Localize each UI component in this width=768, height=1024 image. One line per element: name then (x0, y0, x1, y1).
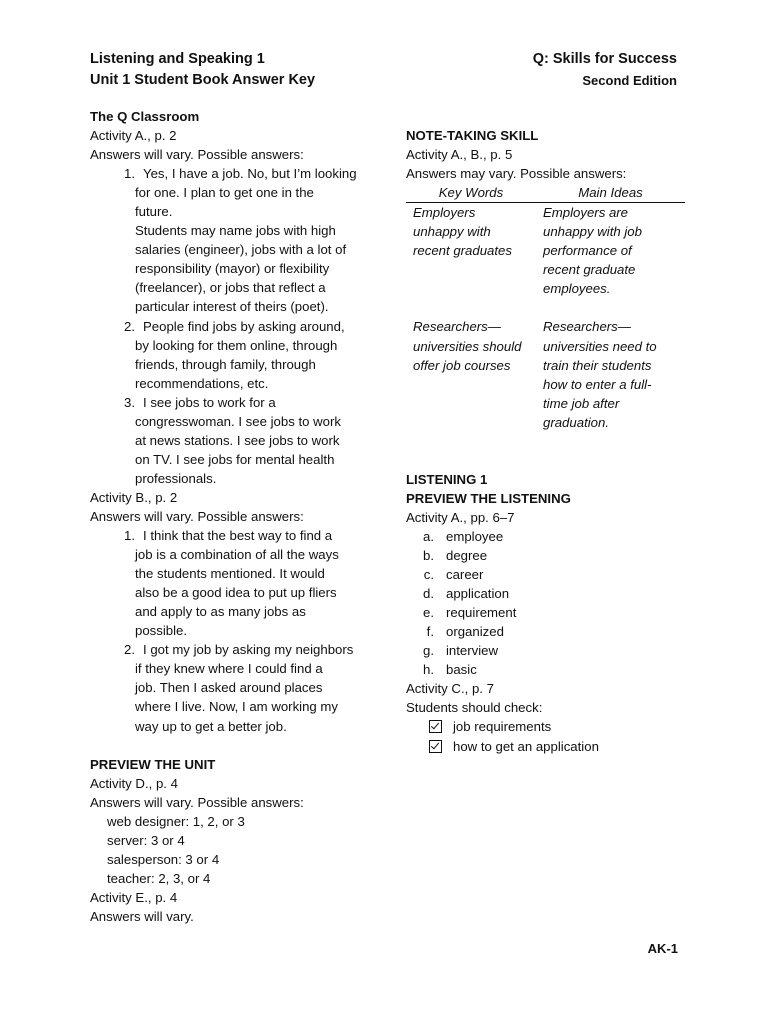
activity-label: Activity E., p. 4 (90, 889, 178, 905)
cell-line: universities need to (543, 338, 657, 354)
cell-line: time job after (543, 395, 620, 411)
item-letter: f. (426, 624, 434, 640)
item-text-continued: for one. I plan to get one in the (135, 185, 314, 201)
checked-item-text: job requirements (453, 719, 552, 735)
cell-line: graduation. (543, 414, 609, 430)
numbered-item (90, 640, 370, 659)
checkbox-checked-icon (429, 740, 442, 753)
lettered-item (406, 622, 686, 641)
item-text-continued: also be a good idea to put up fliers (135, 585, 337, 601)
section-heading: PREVIEW THE LISTENING (406, 490, 571, 506)
section-heading: LISTENING 1 (406, 471, 488, 487)
item-letter: g. (423, 643, 434, 659)
item-text-continued: salaries (engineer), jobs with a lot of (135, 242, 347, 258)
lettered-item (406, 641, 686, 660)
item-text: I got my job by asking my neighbors (143, 642, 354, 658)
item-number: 1. (124, 528, 135, 544)
lettered-item (406, 603, 686, 622)
spacer (90, 736, 370, 755)
numbered-item (90, 317, 370, 336)
item-text: Yes, I have a job. No, but I’m looking (143, 166, 357, 182)
item-text-continued: friends, through family, through (135, 356, 316, 372)
item-text-continued: (freelancer), or jobs that reflect a (135, 280, 326, 296)
main-ideas-cell (536, 298, 685, 431)
cell-line: Employers are (543, 205, 629, 221)
activity-label: Activity B., p. 2 (90, 489, 178, 505)
left-column (90, 107, 370, 926)
item-text-continued: if they knew where I could find a (135, 661, 323, 677)
numbered-item (90, 164, 370, 183)
item-text: degree (446, 548, 488, 564)
answer-item: salesperson: 3 or 4 (107, 851, 220, 867)
spacer (406, 451, 686, 470)
answer-item: teacher: 2, 3, or 4 (107, 870, 211, 886)
cell-line: unhappy with job (543, 224, 642, 240)
checked-item (406, 717, 686, 736)
item-text: People find jobs by asking around, (143, 318, 345, 334)
page-number: AK-1 (647, 941, 678, 956)
item-text-continued: job is a combination of all the ways (135, 547, 339, 563)
answer-item: web designer: 1, 2, or 3 (107, 813, 245, 829)
unit-title: Unit 1 Student Book Answer Key (90, 72, 316, 88)
item-text-continued: professionals. (135, 470, 217, 486)
lettered-item (406, 584, 686, 603)
item-text-continued: and apply to as many jobs as (135, 604, 306, 620)
header-right (533, 49, 677, 91)
book-title: Listening and Speaking 1 (90, 51, 265, 67)
answer-item: server: 3 or 4 (107, 832, 185, 848)
cell-line: Researchers— (413, 319, 501, 335)
checked-item (406, 737, 686, 756)
item-letter: b. (423, 548, 434, 564)
item-text-continued: by looking for them online, through (135, 337, 338, 353)
checkbox-checked-icon (429, 720, 442, 733)
cell-line: offer job courses (413, 357, 511, 373)
item-text: I think that the best way to find a (143, 528, 333, 544)
lettered-item (406, 565, 686, 584)
item-text-continued: recommendations, etc. (135, 375, 269, 391)
item-text: requirement (446, 605, 517, 621)
table-row (406, 203, 685, 299)
activity-intro: Answers will vary. Possible answers: (90, 147, 304, 163)
item-letter: e. (423, 605, 434, 621)
cell-line: recent graduates (413, 243, 512, 259)
cell-line: how to enter a full- (543, 376, 652, 392)
item-text: I see jobs to work for a (143, 394, 276, 410)
checked-item-text: how to get an application (453, 738, 599, 754)
series-title: Q: Skills for Success (532, 51, 677, 67)
cell-line: recent graduate (543, 262, 636, 278)
cell-line: Researchers— (543, 319, 631, 335)
activity-intro: Students should check: (406, 700, 543, 716)
key-words-cell (406, 298, 536, 431)
item-text: application (446, 586, 510, 602)
table-row (406, 298, 685, 431)
item-letter: d. (423, 586, 434, 602)
cell-line: unhappy with (413, 224, 491, 240)
activity-intro: Answers will vary. Possible answers: (90, 508, 304, 524)
item-letter: c. (423, 567, 434, 583)
lettered-item (406, 660, 686, 679)
item-text: interview (446, 643, 499, 659)
item-text-continued: way up to get a better job. (135, 718, 287, 734)
column-header-main-ideas: Main Ideas (536, 183, 685, 203)
item-text: organized (446, 624, 504, 640)
lettered-item (406, 546, 686, 565)
note-taking-table (406, 183, 685, 432)
item-text-continued: Students may name jobs with high (135, 223, 336, 239)
section-heading: PREVIEW THE UNIT (90, 756, 216, 772)
item-text-continued: the students mentioned. It would (135, 566, 325, 582)
lettered-item (406, 527, 686, 546)
item-text-continued: where I live. Now, I am working my (135, 699, 339, 715)
item-number: 3. (124, 394, 135, 410)
spacer (406, 432, 686, 451)
item-letter: a. (423, 528, 434, 544)
item-text-continued: at news stations. I see jobs to work (135, 432, 340, 448)
header-left (90, 49, 315, 91)
section-heading: The Q Classroom (90, 109, 200, 124)
item-text: basic (446, 662, 477, 678)
activity-label: Activity C., p. 7 (406, 681, 494, 697)
item-text-continued: congresswoman. I see jobs to work (135, 413, 341, 429)
activity-intro: Answers will vary. Possible answers: (90, 794, 304, 810)
key-words-cell (406, 203, 536, 299)
item-text-continued: particular interest of theirs (poet). (135, 299, 329, 315)
right-column (406, 126, 686, 756)
item-letter: h. (423, 662, 434, 678)
edition-label: Second Edition (582, 73, 677, 88)
activity-intro: Answers will vary. (90, 908, 194, 924)
item-text-continued: future. (135, 204, 173, 220)
numbered-item (90, 393, 370, 412)
item-text-continued: on TV. I see jobs for mental health (135, 451, 335, 467)
item-text: employee (446, 528, 504, 544)
cell-line: universities should (413, 338, 522, 354)
item-number: 2. (124, 642, 135, 658)
item-text-continued: responsibility (mayor) or flexibility (135, 261, 330, 277)
cell-line: employees. (543, 281, 611, 297)
item-number: 1. (124, 166, 135, 182)
activity-label: Activity A., B., p. 5 (406, 147, 513, 163)
cell-line: Employers (413, 205, 476, 221)
numbered-item (90, 526, 370, 545)
cell-line: performance of (543, 243, 632, 259)
item-text-continued: possible. (135, 623, 188, 639)
activity-label: Activity A., pp. 6–7 (406, 509, 515, 525)
cell-line: train their students (543, 357, 652, 373)
main-ideas-cell (536, 203, 685, 299)
column-header-key-words: Key Words (406, 183, 536, 203)
item-text: career (446, 567, 484, 583)
activity-label: Activity A., p. 2 (90, 128, 177, 144)
section-heading: NOTE-TAKING SKILL (406, 128, 539, 143)
activity-intro: Answers may vary. Possible answers: (406, 166, 627, 182)
activity-label: Activity D., p. 4 (90, 775, 178, 791)
item-text-continued: job. Then I asked around places (135, 680, 323, 696)
item-number: 2. (124, 318, 135, 334)
